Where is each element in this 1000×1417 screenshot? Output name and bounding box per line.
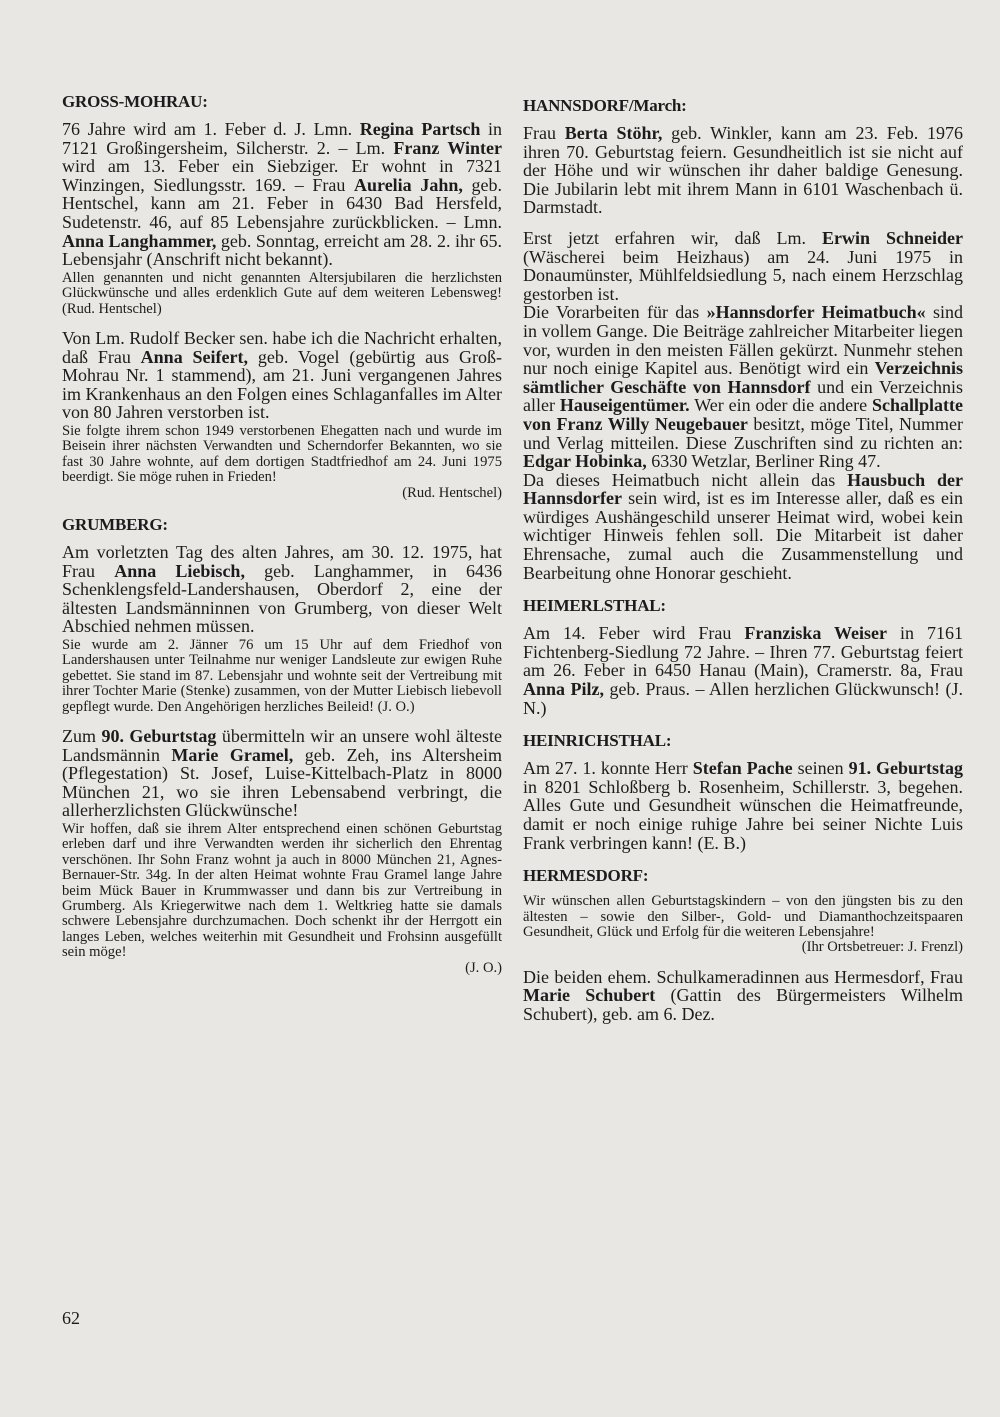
- text-run: Sie wurde am 2. Jänner 76 um 15 Uhr auf dem Friedhof von Landershausen unter Teilnahme nur weniger Landsleute zur ewigen Ruhe gebettet. Sie stand im 87. Lebensjahr und wohnte seit der Vertreibung mit ihrer Tochter Marie (Stenke) zusammen, von der Mutter Liebisch liebevoll gepflegt wurde. Den Angehörigen herzliches Beileid! (J. O.): [62, 636, 502, 715]
- bold-name: Hauseigentümer.: [559, 395, 690, 416]
- text-run: HANNSDORF/March:: [523, 96, 687, 115]
- left-column: [62, 92, 502, 976]
- text-run: in 7161 Fichtenberg-Siedlung 72 Jahre. – Ihren 77. Geburtstag feiert am 26. Feber in 6450 Hanau (Main), Cramerstr. 8a, Frau: [523, 623, 963, 681]
- paragraph: [523, 759, 963, 852]
- paragraph: [62, 543, 502, 636]
- paragraph: [62, 271, 502, 317]
- text-run: (Ihr Ortsbetreuer: J. Frenzl): [801, 939, 963, 956]
- bold-name: Aurelia Jahn,: [354, 174, 463, 195]
- section-heading: [523, 731, 963, 751]
- section-heading: [523, 596, 963, 616]
- bold-name: Franz Winter: [393, 137, 502, 158]
- text-run: Von Lm. Rudolf Becker sen. habe ich die Nachricht erhalten, daß Frau: [62, 327, 502, 367]
- page-number: 62: [62, 1308, 80, 1328]
- paragraph: [62, 727, 502, 820]
- bold-name: »Hannsdorfer Heimatbuch«: [706, 302, 926, 323]
- text-run: (Gattin des Bürgermeisters Wilhelm Schubert), geb. am 6. Dez.: [523, 985, 963, 1024]
- text-run: Wir hoffen, daß sie ihrem Alter entsprechend einen schönen Geburtstag erleben darf und ihre Verwandten werden ihr sicherlich den Ehrentag verschönen. Ihr Sohn Franz wohnt ja auch in 8000 München 21, Agnes-Bernauer-Str. 34g. In der alten Heimat wohnte Frau Gramel lange Jahre beim Mück Bauer in Krummwasser und dann bis zur Vertreibung in Grumberg. Als Kriegerwitwe nach dem 1. Weltkrieg hatte sie damals schwere Lebensjahre durchzumachen. Doch schenkt ihr der Herrgott ein langes Leben, welches weiterhin mit Gesundheit und Frohsinn ausgefüllt sein möge!: [62, 820, 502, 961]
- paragraph: [62, 822, 502, 961]
- text-run: Am 27. 1. konnte Herr: [523, 758, 693, 779]
- text-run: (J. O.): [465, 959, 502, 976]
- text-run: in 7121 Großingersheim, Silcherstr. 2. – Lm.: [62, 119, 502, 158]
- bold-name: Berta Stöhr,: [564, 123, 663, 143]
- paragraph: [62, 638, 502, 715]
- text-run: HERMESDORF:: [523, 866, 649, 886]
- section-heading: [62, 515, 502, 535]
- text-run: Wer ein oder die andere: [689, 395, 872, 416]
- text-run: Zum: [62, 725, 102, 746]
- bold-name: Anna Liebisch,: [114, 560, 245, 581]
- text-run: Allen genannten und nicht genannten Altersjubilaren die herzlichsten Glückwünsche und alles erdenklich Gute auf dem weiteren Lebensweg! (Rud. Hentschel): [62, 269, 502, 317]
- signature: [62, 961, 502, 976]
- bold-name: Schallplatte von Franz Willy Neugebauer: [523, 395, 963, 434]
- text-run: HEINRICHSTHAL:: [523, 731, 672, 751]
- text-run: Wir wünschen allen Geburtstagskindern – von den jüngsten bis zu den ältesten – sowie den Silber-, Gold- und Diamanthochzeitspaaren Gesundheit, Glück und Erfolg für die weiteren Lebensjahre!: [523, 893, 963, 940]
- paragraph: [62, 120, 502, 269]
- text-run: seinen: [792, 758, 849, 779]
- text-run: geb. Langhammer, in 6436 Schenklengsfeld-Landershausen, Oberdorf 2, eine der ältesten Landsmänninnen von Grumberg, von dieser Welt Abschied nehmen müssen.: [62, 560, 502, 637]
- bold-name: Anna Seifert,: [140, 346, 248, 367]
- paragraph: [523, 894, 963, 940]
- text-run: besitzt, möge Titel, Nummer und Verlag mitteilen. Diese Zuschriften sind zu richten an:: [523, 413, 963, 453]
- bold-name: Edgar Hobinka,: [523, 451, 647, 472]
- text-run: Da dieses Heimatbuch nicht allein das: [523, 469, 848, 490]
- bold-name: 90. Geburtstag: [101, 725, 217, 746]
- bold-name: Hausbuch der Hannsdorfer: [523, 469, 964, 509]
- paragraph: [523, 624, 963, 717]
- text-run: sein wird, ist es im Interesse aller, daß es ein würdiges Aushängeschild unserer Heimat wird, wobei kein wichtiger Hinweis fehlen soll. Die Mitarbeit ist daher Ehrensache, zumal auch die Zusammenstellung und Bearbeitung ohne Honorar geschieht.: [523, 488, 963, 583]
- text-run: geb. Zeh, ins Altersheim (Pflegestation) St. Josef, Luise-Kittelbach-Platz in 8000 München 21, wo sie ihren Lebensabend verbringt, die allerherzlichsten Glückwünsche!: [62, 744, 503, 821]
- section-heading: [62, 92, 502, 112]
- paragraph: [523, 968, 963, 1024]
- text-run: Frau: [523, 123, 565, 143]
- text-run: in 8201 Schloßberg b. Rosenheim, Schillerstr. 3, begehen. Alles Gute und Gesundheit wünschen die Heimatfreunde, damit er noch einige ruhige Jahre bei seiner Nichte Luis Frank verbringen kann! (E. B.): [523, 776, 963, 853]
- text-run: 76 Jahre wird am 1. Feber d. J. Lmn.: [62, 119, 360, 139]
- bold-name: Regina Partsch: [359, 119, 481, 139]
- text-run: geb. Sonntag, erreicht am 28. 2. ihr 65. Lebensjahr (Anschrift nicht bekannt).: [62, 230, 502, 270]
- section-heading: [523, 96, 963, 116]
- signature: [62, 486, 502, 501]
- right-column: [523, 96, 963, 1024]
- text-run: und ein Verzeichnis aller: [523, 376, 963, 416]
- text-run: übermitteln wir an unsere wohl älteste Landsmännin: [62, 725, 503, 765]
- text-run: (Wäscherei beim Heizhaus) am 24. Juni 1975 in Donaumünster, Mühlfeldsiedlung 5, nach einem Herzschlag gestorben ist.: [523, 246, 963, 304]
- paragraph: [62, 329, 502, 422]
- text-run: GRUMBERG:: [62, 514, 168, 534]
- bold-name: Anna Langhammer,: [62, 230, 217, 251]
- text-run: 6330 Wetzlar, Berliner Ring 47.: [646, 451, 881, 472]
- paragraph: [523, 124, 963, 217]
- text-run: HEIMERLSTHAL:: [523, 596, 666, 616]
- paragraph: [523, 229, 963, 303]
- text-run: GROSS-MOHRAU:: [62, 92, 208, 111]
- bold-name: Marie Schubert: [523, 985, 656, 1006]
- bold-name: 91. Geburtstag: [848, 758, 964, 779]
- text-run: geb. Vogel (gebürtig aus Groß-Mohrau Nr. 1 stammend), am 21. Juni vergangenen Jahres im Krankenhaus an den Folgen eines Schlaganfalles im Alter von 80 Jahren verstorben ist.: [62, 346, 502, 423]
- text-run: Am vorletzten Tag des alten Jahres, am 30. 12. 1975, hat Frau: [62, 541, 502, 581]
- bold-name: Stefan Pache: [692, 758, 793, 779]
- text-run: geb. Praus. – Allen herzlichen Glückwunsch! (J. N.): [523, 679, 963, 718]
- text-run: sind in vollem Gange. Die Beiträge zahlreicher Mitarbeiter liegen vor, wurden in den meisten Fällen gekürzt. Nunmehr stehen nur noch einige Kapitel aus. Benötigt wird ein: [523, 302, 963, 379]
- signature: [523, 940, 963, 955]
- text-run: geb. Winkler, kann am 23. Feb. 1976 ihren 70. Geburtstag feiern. Gesundheitlich ist sie nicht auf der Höhe und wir wünschen ihr daher baldige Genesung. Die Jubilarin lebt mit ihrem Mann in 6101 Waschenbach ü. Darmstadt.: [523, 123, 963, 218]
- text-run: Sie folgte ihrem schon 1949 verstorbenen Ehegatten nach und wurde im Beisein ihrer nächsten Verwandten und Scherndorfer Bekannten, wo sie fast 30 Jahre wohnte, auf dem dortigen Stadtfriedhof am 24. Juni 1975 beerdigt. Sie möge ruhen in Frieden!: [62, 422, 502, 486]
- text-run: (Rud. Hentschel): [402, 484, 502, 501]
- paragraph: [523, 471, 963, 583]
- bold-name: Marie Gramel,: [171, 744, 294, 765]
- text-run: Erst jetzt erfahren wir, daß Lm.: [523, 227, 823, 248]
- bold-name: Verzeichnis sämtlicher Geschäfte von Hannsdorf: [523, 358, 963, 397]
- section-heading: [523, 866, 963, 886]
- bold-name: Franziska Weiser: [744, 623, 888, 644]
- text-run: Die Vorarbeiten für das: [523, 302, 707, 323]
- text-run: geb. Hentschel, kann am 21. Feber in 6430 Bad Hersfeld, Sudetenstr. 46, auf 85 Lebensjahre zurückblicken. – Lmn.: [62, 174, 502, 232]
- paragraph: [523, 303, 963, 470]
- paragraph: [62, 424, 502, 486]
- bold-name: Erwin Schneider: [822, 227, 963, 248]
- bold-name: Anna Pilz,: [523, 679, 605, 700]
- text-run: wird am 13. Feber ein Siebziger. Er wohnt in 7321 Winzingen, Siedlungsstr. 169. – Frau: [62, 156, 502, 195]
- text-run: Die beiden ehem. Schulkameradinnen aus Hermesdorf, Frau: [523, 966, 963, 987]
- text-run: Am 14. Feber wird Frau: [523, 623, 745, 644]
